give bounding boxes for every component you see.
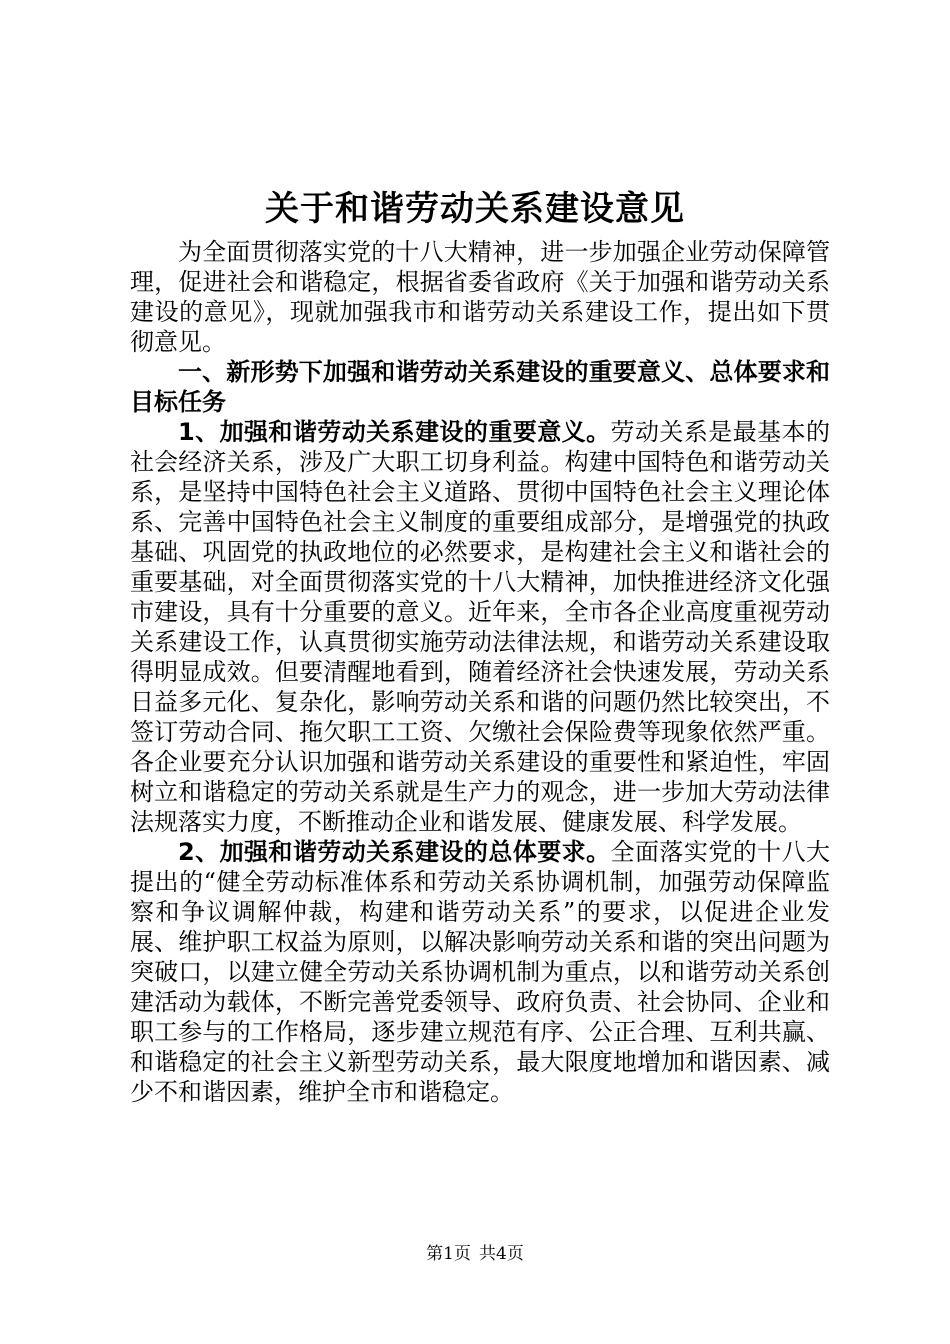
page-footer xyxy=(0,1243,950,1265)
page-number: 第1页 xyxy=(426,1244,471,1264)
item-paragraph-2 xyxy=(130,837,830,1107)
section-heading: 一、新形势下加强和谐劳动关系建设的重要意义、总体要求和目标任务 xyxy=(130,358,830,416)
item-lead-1: 1、加强和谐劳动关系建设的重要意义。 xyxy=(178,418,611,446)
item-text-1: 劳动关系是最基本的社会经济关系，涉及广大职工切身利益。构建中国特色和谐劳动关系，是坚持中国特色社会主义道路、贯彻中国特色社会主义理论体系、完善中国特色社会主义制度的重要组成部分，是增强党的执政基础、巩固党的执政地位的必然要求，是构建社会主义和谐社会的重要基础，对全面贯彻落实党的十八大精神，加快推进经济文化强市建设，具有十分重要的意义。近年来，全市各企业高度重视劳动关系建设工作，认真贯彻实施劳动法律法规，和谐劳动关系建设取得明显成效。但要清醒地看到，随着经济社会快速发展，劳动关系日益多元化、复杂化，影响劳动关系和谐的问题仍然比较突出，不签订劳动合同、拖欠职工工资、欠缴社会保险费等现象依然严重。各企业要充分认识加强和谐劳动关系建设的重要性和紧迫性，牢固树立和谐稳定的劳动关系就是生产力的观念，进一步加大劳动法律法规落实力度，不断推动企业和谐发展、健康发展、科学发展。 xyxy=(130,418,831,836)
item-text-2: 全面落实党的十八大提出的“健全劳动标准体系和劳动关系协调机制，加强劳动保障监察和争议调解仲裁，构建和谐劳动关系”的要求，以促进企业发展、维护职工权益为原则，以解决影响劳动关系和谐的突出问题为突破口，以建立健全劳动关系协调机制为重点，以和谐劳动关系创建活动为载体，不断完善党委领导、政府负责、社会协同、企业和职工参与的工作格局，逐步建立规范有序、公正合理、互利共赢、和谐稳定的社会主义新型劳动关系，最大限度地增加和谐因素、减少不和谐因素，维护全市和谐稳定。 xyxy=(130,838,831,1106)
page-total: 共4页 xyxy=(479,1244,524,1264)
document-title: 关于和谐劳动关系建设意见 xyxy=(265,189,685,229)
document-body xyxy=(130,237,830,1107)
item-paragraph-1 xyxy=(130,417,830,837)
item-lead-2: 2、加强和谐劳动关系建设的总体要求。 xyxy=(178,838,611,866)
intro-paragraph: 为全面贯彻落实党的十八大精神，进一步加强企业劳动保障管理，促进社会和谐稳定，根据省委省政府《关于加强和谐劳动关系建设的意见》，现就加强我市和谐劳动关系建设工作，提出如下贯彻意见。 xyxy=(130,238,830,356)
